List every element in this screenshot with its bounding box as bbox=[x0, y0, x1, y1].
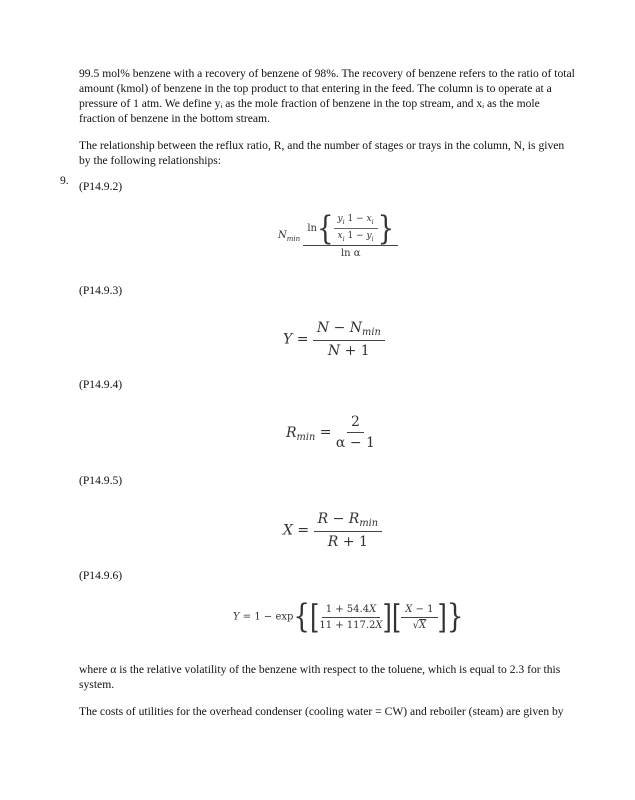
equation-y: Y = $\frac{N - N_{min}}{N + 1}$ bbox=[283, 320, 385, 359]
equation-label-p14-9-6: (P14.9.6) bbox=[79, 569, 123, 582]
equation-rmin: $R_{min}$ = $\frac{2}{\alpha - 1}$ bbox=[286, 414, 375, 451]
relationship-paragraph: The relationship between the reflux ratio, R, and the number of stages or trays in the column, N, is given by the following relationships: bbox=[79, 139, 565, 167]
equation-label-p14-9-3: (P14.9.3) bbox=[79, 284, 123, 297]
equation-label-p14-9-4: (P14.9.4) bbox=[79, 378, 123, 391]
item-number: 9. bbox=[60, 174, 69, 187]
equation-label-p14-9-5: (P14.9.5) bbox=[79, 474, 123, 487]
alpha-paragraph: where α is the relative volatility of the benzene with respect to the toluene, which is equal to 2.3 for this system. bbox=[79, 663, 561, 691]
equation-nmin: $N_{min}$ ln{ $\frac{y_i 1 - x_i}{x_i 1 - y_i}$ } ln α bbox=[278, 214, 398, 259]
intro-paragraph: 99.5 mol% benzene with a recovery of benzene of 98%. The recovery of benzene refers to the ratio of total amount (kmol) of benzene in the top product to that entering in the feed. The column is to operate at a pressure of 1 atm. We define yᵢ as the mole fraction of benzene in the top stream, and xᵢ as the mole fraction of benzene in the bottom stream. bbox=[79, 67, 575, 125]
equation-x: X = $\frac{R - R_{min}}{R + 1}$ bbox=[283, 511, 382, 550]
equation-y-exp: Y = 1 − exp{[ $\frac{1 + 54.4X}{11 + 117.2X}$ ][ $\frac{X - 1}{√X}$ ]} bbox=[233, 598, 464, 636]
costs-paragraph: The costs of utilities for the overhead condenser (cooling water = CW) and reboiler (steam) are given by bbox=[79, 705, 564, 718]
equation-label-p14-9-2: (P14.9.2) bbox=[79, 180, 123, 193]
